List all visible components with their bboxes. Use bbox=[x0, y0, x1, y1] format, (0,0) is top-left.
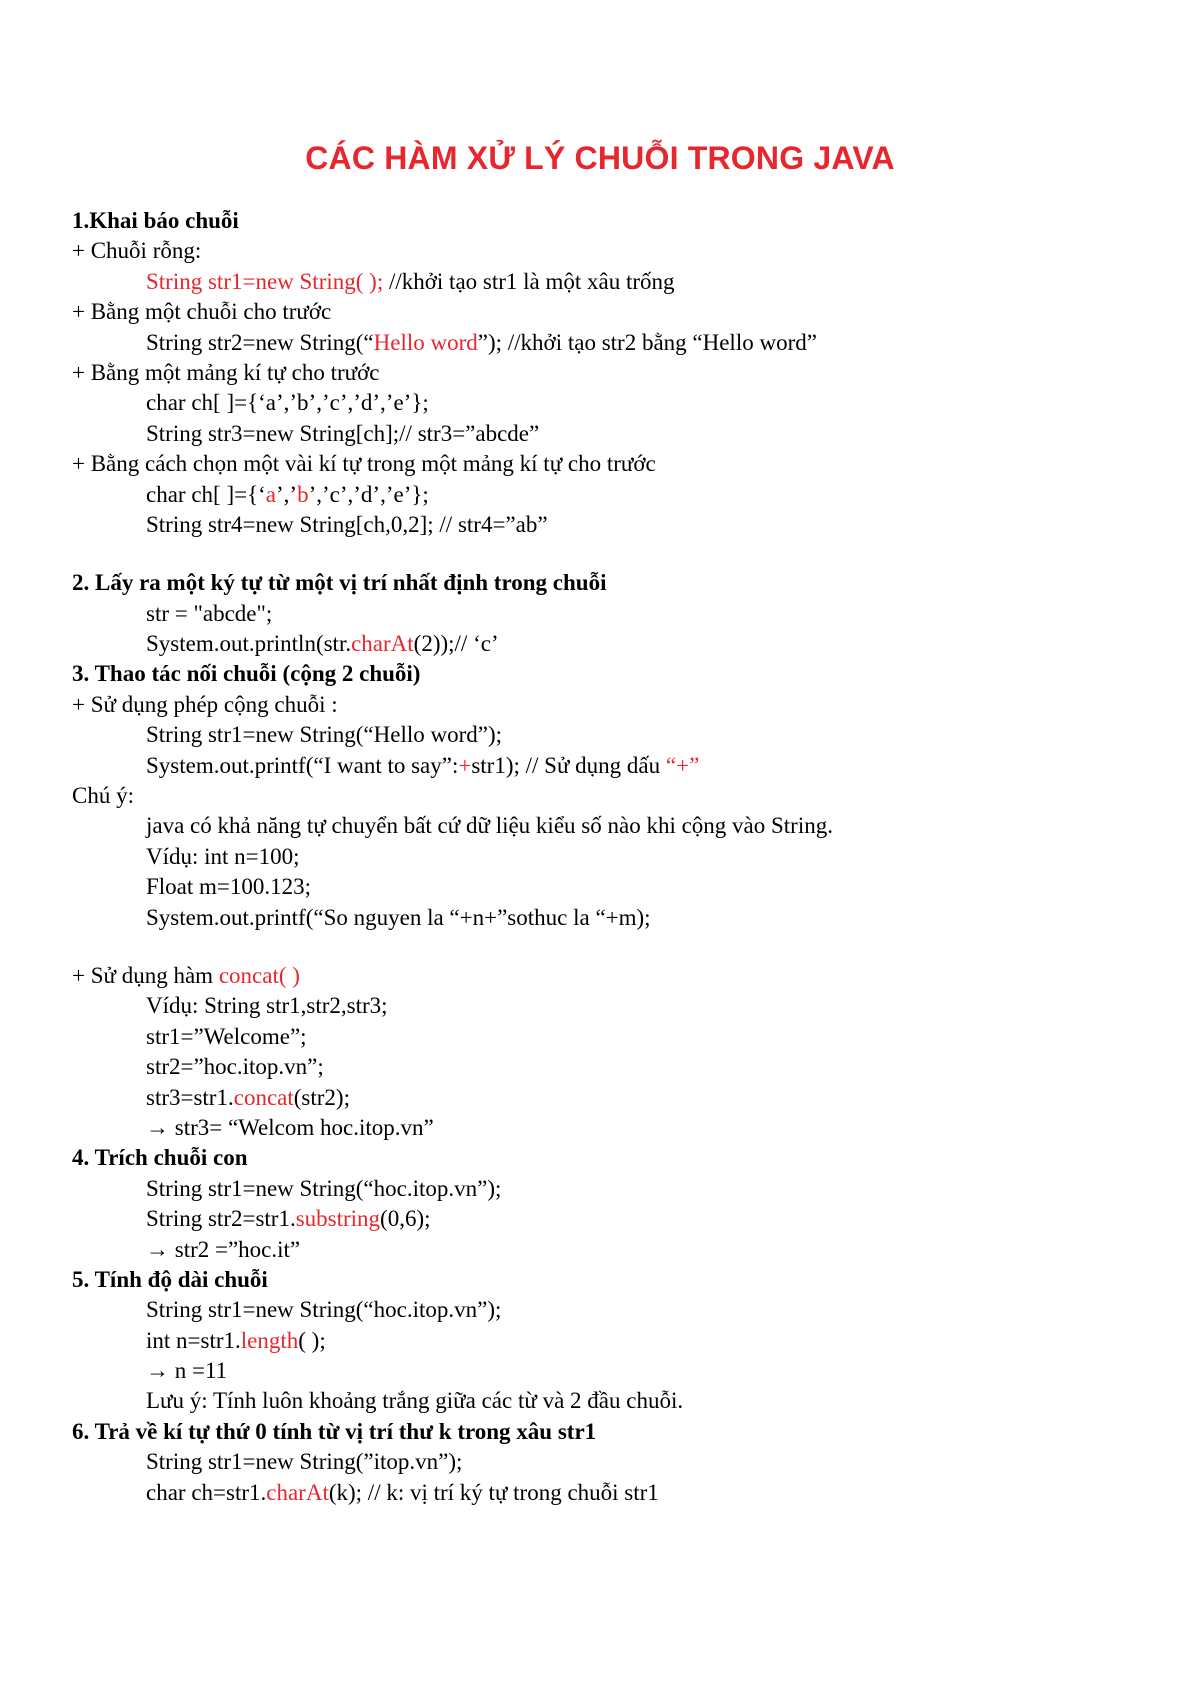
text-line bbox=[72, 781, 1152, 811]
code-line bbox=[72, 1174, 1152, 1204]
line-text: 1.Khai báo chuỗi bbox=[72, 208, 239, 233]
highlighted-text: a bbox=[265, 481, 276, 507]
highlighted-text: length bbox=[240, 1327, 299, 1353]
code-line bbox=[72, 1356, 1152, 1386]
highlighted-text: + bbox=[458, 752, 472, 778]
text-line bbox=[72, 297, 1152, 327]
line-text: + Bằng cách chọn một vài kí tự trong một mảng kí tự cho trước bbox=[72, 451, 656, 477]
line-text: String str2=new String(“ bbox=[146, 329, 374, 355]
highlighted-text: charAt bbox=[266, 1479, 329, 1505]
code-line bbox=[72, 1052, 1152, 1082]
line-text: //khởi tạo str1 là một xâu trống bbox=[383, 268, 675, 294]
code-line bbox=[72, 720, 1152, 750]
line-text: → str3= “Welcom hoc.itop.vn” bbox=[146, 1114, 434, 1140]
line-text: ’,’c’,’d’,’e’}; bbox=[308, 481, 429, 507]
line-text: System.out.printf(“I want to say”: bbox=[146, 752, 459, 778]
text-line bbox=[72, 961, 1152, 991]
line-text: str = "abcde"; bbox=[146, 600, 273, 626]
text-line bbox=[72, 449, 1152, 479]
code-line bbox=[72, 267, 1152, 297]
code-line bbox=[72, 1386, 1152, 1416]
code-line bbox=[72, 1204, 1152, 1234]
line-text: 5. Tính độ dài chuỗi bbox=[72, 1266, 268, 1292]
line-text: (2));// ‘c’ bbox=[413, 631, 499, 657]
code-line bbox=[72, 1447, 1152, 1477]
line-text: + Sử dụng hàm bbox=[72, 962, 219, 988]
code-line bbox=[72, 1235, 1152, 1265]
blank-line bbox=[72, 540, 1152, 568]
section-heading bbox=[72, 1265, 1152, 1295]
line-text: Float m=100.123; bbox=[146, 874, 312, 900]
line-text: 3. Thao tác nối chuỗi (cộng 2 chuỗi) bbox=[72, 661, 421, 687]
code-line bbox=[72, 629, 1152, 659]
line-text: String str4=new String[ch,0,2]; // str4=”ab” bbox=[146, 511, 548, 537]
code-line bbox=[72, 510, 1152, 540]
highlighted-text: charAt bbox=[351, 631, 414, 657]
line-text: ”); //khởi tạo str2 bằng “Hello word” bbox=[477, 329, 817, 355]
code-line bbox=[72, 388, 1152, 418]
line-text: Vídụ: int n=100; bbox=[146, 843, 300, 869]
line-text: Vídụ: String str1,str2,str3; bbox=[146, 993, 388, 1019]
line-text: → str2 =”hoc.it” bbox=[146, 1236, 301, 1262]
line-text: String str2=str1. bbox=[146, 1206, 296, 1232]
line-text: → n =11 bbox=[146, 1358, 228, 1384]
line-text: char ch[ ]={‘ bbox=[146, 481, 266, 507]
section-heading bbox=[72, 659, 1152, 689]
code-line bbox=[72, 599, 1152, 629]
code-line bbox=[72, 419, 1152, 449]
highlighted-text: concat bbox=[233, 1084, 294, 1110]
document-title: CÁC HÀM XỬ LÝ CHUỖI TRONG JAVA bbox=[305, 140, 895, 176]
code-line bbox=[72, 872, 1152, 902]
line-text: String str1=new String(“hoc.itop.vn”); bbox=[146, 1297, 502, 1323]
highlighted-text: “+” bbox=[665, 752, 700, 778]
line-text: System.out.println(str. bbox=[146, 631, 352, 657]
line-text: char ch=str1. bbox=[146, 1479, 267, 1505]
code-line bbox=[72, 480, 1152, 510]
line-text: System.out.printf(“So nguyen la “+n+”sothuc la “+m); bbox=[146, 904, 651, 930]
line-text: Lưu ý: Tính luôn khoảng trắng giữa các từ và 2 đầu chuỗi. bbox=[146, 1388, 684, 1414]
line-text: String str3=new String[ch];// str3=”abcde” bbox=[146, 420, 540, 446]
code-line bbox=[72, 842, 1152, 872]
line-text: String str1=new String(“hoc.itop.vn”); bbox=[146, 1175, 502, 1201]
line-text: java có khả năng tự chuyển bất cứ dữ liệu kiểu số nào khi cộng vào String. bbox=[146, 813, 833, 839]
code-line bbox=[72, 903, 1152, 933]
line-text: str1); // Sử dụng dấu bbox=[471, 752, 666, 778]
line-text: String str1=new String(”itop.vn”); bbox=[146, 1449, 463, 1475]
line-text: 6. Trả về kí tự thứ 0 tính từ vị trí thư k trong xâu str1 bbox=[72, 1418, 597, 1444]
line-text: int n=str1. bbox=[146, 1327, 241, 1353]
code-line bbox=[72, 991, 1152, 1021]
line-text: char ch[ ]={‘a’,’b’,’c’,’d’,’e’}; bbox=[146, 390, 429, 416]
line-text: (k); // k: vị trí ký tự trong chuỗi str1 bbox=[328, 1479, 659, 1505]
line-text: str1=”Welcome”; bbox=[146, 1023, 307, 1049]
line-text: ( ); bbox=[298, 1327, 326, 1353]
blank-line bbox=[72, 933, 1152, 961]
section-heading bbox=[72, 1143, 1152, 1173]
text-line bbox=[72, 690, 1152, 720]
code-line bbox=[72, 328, 1152, 358]
highlighted-text: Hello word bbox=[373, 329, 478, 355]
highlighted-text: b bbox=[297, 481, 309, 507]
line-text: + Sử dụng phép cộng chuỗi : bbox=[72, 691, 338, 717]
highlighted-text: String str1=new String( ); bbox=[146, 268, 384, 294]
line-text: 2. Lấy ra một ký tự từ một vị trí nhất định trong chuỗi bbox=[72, 570, 607, 596]
section-heading bbox=[72, 568, 1152, 598]
line-text: (str2); bbox=[293, 1084, 350, 1110]
code-line bbox=[72, 1326, 1152, 1356]
text-line bbox=[72, 236, 1152, 266]
code-line bbox=[72, 1295, 1152, 1325]
section-heading bbox=[72, 206, 1152, 236]
line-text: + Chuỗi rỗng: bbox=[72, 238, 202, 264]
section-heading bbox=[72, 1417, 1152, 1447]
code-line bbox=[72, 1113, 1152, 1143]
line-text: Chú ý: bbox=[72, 783, 134, 809]
line-text: String str1=new String(“Hello word”); bbox=[146, 722, 502, 748]
line-text: str3=str1. bbox=[146, 1084, 234, 1110]
code-line bbox=[72, 1083, 1152, 1113]
code-line bbox=[72, 751, 1152, 781]
highlighted-text: substring bbox=[295, 1206, 381, 1232]
line-text: 4. Trích chuỗi con bbox=[72, 1145, 248, 1171]
line-text: (0,6); bbox=[380, 1206, 431, 1232]
code-line bbox=[72, 1478, 1152, 1508]
line-text: + Bằng một mảng kí tự cho trước bbox=[72, 359, 380, 385]
code-line bbox=[72, 1022, 1152, 1052]
text-line bbox=[72, 358, 1152, 388]
document-body bbox=[72, 206, 1152, 1508]
highlighted-text: concat( ) bbox=[218, 962, 300, 988]
line-text: str2=”hoc.itop.vn”; bbox=[146, 1054, 324, 1080]
code-line bbox=[72, 811, 1152, 841]
line-text: + Bằng một chuỗi cho trước bbox=[72, 299, 332, 325]
line-text: ’,’ bbox=[276, 481, 298, 507]
